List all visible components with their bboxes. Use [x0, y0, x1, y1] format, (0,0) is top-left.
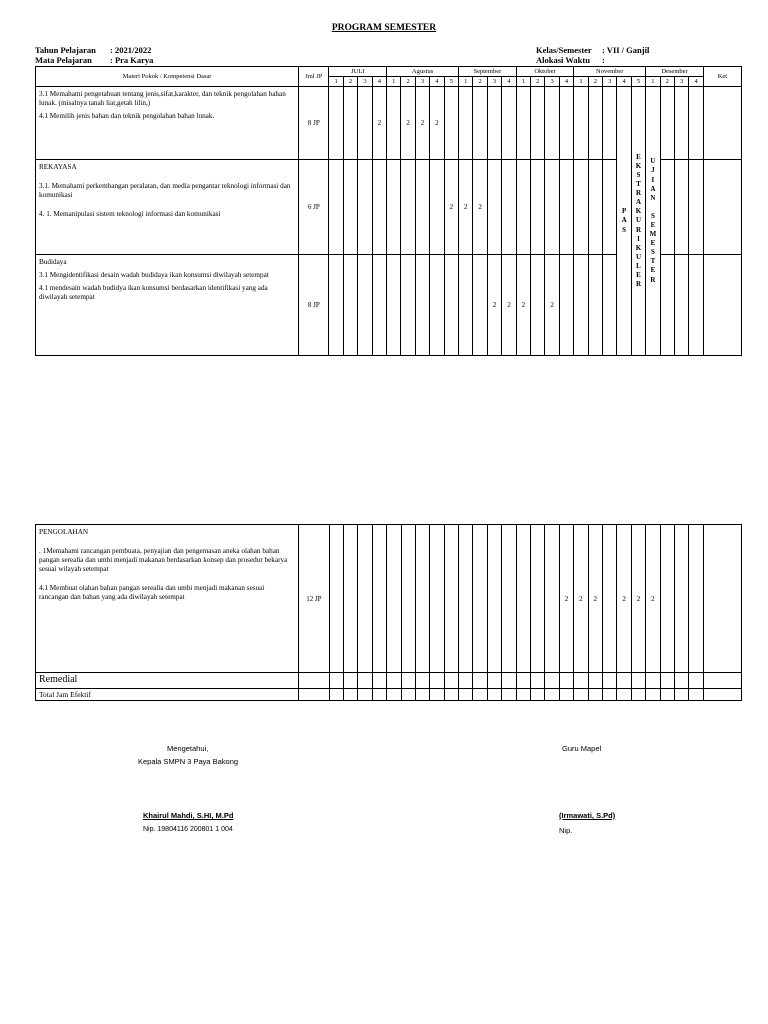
- program-table-continued: [35, 524, 742, 701]
- empty-cell: [602, 688, 616, 700]
- week-cell: [343, 525, 357, 673]
- empty-cell: [516, 673, 530, 689]
- empty-cell: [660, 673, 674, 689]
- materi-line: REKAYASA: [39, 163, 77, 171]
- week-cell: [674, 525, 688, 673]
- week-header: 2: [531, 77, 545, 87]
- week-cell: [531, 525, 545, 673]
- week-cell: 2: [430, 87, 444, 160]
- kepala-name: Khairul Mahdi, S.HI, M.Pd: [143, 811, 234, 820]
- materi-cell: [36, 160, 299, 255]
- col-jml-jp-header: Jml JP: [299, 67, 329, 87]
- week-cell: 2: [631, 525, 645, 673]
- week-header: 2: [660, 77, 674, 87]
- week-cell: 2: [545, 255, 559, 356]
- week-cell: [387, 87, 401, 160]
- ket-cell: [703, 87, 741, 160]
- week-cell: [459, 255, 473, 356]
- week-cell: 2: [459, 160, 473, 255]
- empty-cell: [401, 673, 415, 689]
- week-cell: [603, 87, 617, 160]
- empty-cell: [459, 688, 473, 700]
- week-cell: [516, 87, 530, 160]
- month-header: September: [459, 67, 517, 77]
- week-cell: [674, 160, 688, 255]
- empty-cell: [358, 673, 372, 689]
- week-cell: [502, 160, 516, 255]
- kepala-sekolah-label: Kepala SMPN 3 Paya Bakong: [138, 757, 239, 766]
- empty-cell: [415, 688, 429, 700]
- program-table: [35, 66, 742, 356]
- empty-cell: [559, 673, 573, 689]
- empty-cell: [343, 688, 357, 700]
- week-header: 1: [459, 77, 473, 87]
- guru-name: (Irmawati, S.Pd): [559, 811, 616, 820]
- empty-cell: [487, 688, 501, 700]
- week-header: 2: [473, 77, 487, 87]
- jp-cell: 8 JP: [299, 255, 329, 356]
- week-cell: [559, 255, 573, 356]
- week-cell: [343, 160, 357, 255]
- week-cell: [660, 525, 674, 673]
- materi-cell: [36, 525, 299, 673]
- week-header: 2: [401, 77, 415, 87]
- month-header: JULI: [329, 67, 387, 77]
- ket-cell: [703, 525, 741, 673]
- week-cell: [329, 255, 343, 356]
- week-cell: 2: [415, 87, 429, 160]
- empty-cell: [574, 688, 588, 700]
- alokasi-waktu: Alokasi Waktu :: [536, 55, 605, 65]
- empty-cell: [602, 673, 616, 689]
- empty-cell: [631, 673, 645, 689]
- empty-cell: [487, 673, 501, 689]
- week-cell: [415, 160, 429, 255]
- week-header: 3: [358, 77, 372, 87]
- week-header: 3: [545, 77, 559, 87]
- tahun-pelajaran: Tahun Pelajaran : 2021/2022: [35, 45, 152, 55]
- week-cell: [574, 255, 588, 356]
- week-cell: [603, 160, 617, 255]
- empty-cell: [415, 673, 429, 689]
- week-header: 2: [588, 77, 602, 87]
- week-header: 1: [646, 77, 660, 87]
- materi-line: . 1Memahami rancangan pembuata, penyajian dan pengemasan aneka olahan bahan pangan serealia dan umbi menjadi makanan berdasarkan konsep dan prosedur bekarya sesuai wilayah setempat: [39, 547, 288, 573]
- week-cell: 2: [646, 525, 660, 673]
- empty-cell: [531, 688, 545, 700]
- page-title: PROGRAM SEMESTER: [331, 23, 437, 33]
- week-cell: [603, 255, 617, 356]
- week-cell: [473, 525, 487, 673]
- week-cell: [444, 255, 458, 356]
- month-header: November: [574, 67, 646, 77]
- week-cell: [660, 87, 674, 160]
- empty-cell: [387, 673, 401, 689]
- week-header: 5: [444, 77, 458, 87]
- empty-cell: [646, 688, 660, 700]
- week-cell: [531, 255, 545, 356]
- week-cell: [358, 525, 372, 673]
- total-row-label: Total Jam Efektif: [36, 688, 299, 700]
- week-cell: 2: [574, 525, 588, 673]
- materi-line: 4.1 Membuat olahan bahan pangan serealia dan umbi menjadi makanan sesuai rancangan dan bahan yang ada diwilayah setempat: [39, 584, 265, 601]
- empty-cell: [430, 688, 444, 700]
- week-cell: [559, 87, 573, 160]
- week-header: 3: [674, 77, 688, 87]
- week-cell: 2: [516, 255, 530, 356]
- empty-cell: [502, 673, 516, 689]
- materi-cell: [36, 87, 299, 160]
- week-cell: [588, 87, 602, 160]
- empty-cell: [299, 688, 329, 700]
- week-cell: [329, 525, 343, 673]
- empty-cell: [473, 673, 487, 689]
- empty-cell: [299, 673, 329, 689]
- week-cell: [343, 255, 357, 356]
- week-cell: [502, 87, 516, 160]
- empty-cell: [502, 688, 516, 700]
- materi-line: 4.1 Memilih jenis bahan dan teknik pengolahan bahan lunak.: [39, 112, 215, 120]
- week-cell: 2: [444, 160, 458, 255]
- week-cell: [459, 87, 473, 160]
- week-cell: [487, 87, 501, 160]
- month-header: Desember: [646, 67, 704, 77]
- week-cell: [531, 87, 545, 160]
- week-cell: [387, 160, 401, 255]
- week-header: 1: [329, 77, 343, 87]
- ujian-semester-vertical-label: U J I A N S E M E S T E R: [646, 87, 660, 356]
- empty-cell: [401, 688, 415, 700]
- week-cell: [689, 255, 703, 356]
- week-cell: 2: [487, 255, 501, 356]
- mengetahui-label: Mengetahui,: [167, 744, 209, 753]
- guru-mapel-label: Guru Mapel: [562, 744, 602, 753]
- empty-cell: [545, 688, 559, 700]
- week-cell: [372, 160, 386, 255]
- col-ket-header: Ket: [703, 67, 741, 87]
- empty-cell: [459, 673, 473, 689]
- week-cell: 2: [617, 525, 631, 673]
- week-cell: [502, 525, 516, 673]
- col-materi-header: Materi Pokok / Kompetensi Dasar: [36, 67, 299, 87]
- week-cell: [487, 525, 501, 673]
- week-cell: [444, 525, 458, 673]
- empty-cell: [674, 673, 688, 689]
- week-cell: [401, 255, 415, 356]
- week-cell: [674, 255, 688, 356]
- empty-cell: [660, 688, 674, 700]
- empty-cell: [473, 688, 487, 700]
- materi-line: 3.1. Memahami perkembangan peralatan, dan media pengantar teknologi informasi dan komunikasi: [39, 182, 291, 199]
- week-cell: [387, 525, 401, 673]
- empty-cell: [531, 673, 545, 689]
- empty-cell: [444, 688, 458, 700]
- empty-cell: [703, 673, 741, 689]
- week-cell: 2: [401, 87, 415, 160]
- ekstrakurikuler-vertical-label: E K S T R A K U R I K U L E R: [631, 87, 645, 356]
- kelas-semester: Kelas/Semester : VII / Ganjil: [536, 45, 650, 55]
- week-cell: [358, 160, 372, 255]
- empty-cell: [689, 688, 703, 700]
- week-cell: [545, 160, 559, 255]
- week-cell: [574, 160, 588, 255]
- week-cell: [430, 525, 444, 673]
- empty-cell: [631, 688, 645, 700]
- week-header: 4: [430, 77, 444, 87]
- empty-cell: [516, 688, 530, 700]
- empty-cell: [329, 673, 343, 689]
- ket-cell: [703, 255, 741, 356]
- empty-cell: [559, 688, 573, 700]
- week-header: 1: [516, 77, 530, 87]
- empty-cell: [674, 688, 688, 700]
- empty-cell: [703, 688, 741, 700]
- week-header: 4: [559, 77, 573, 87]
- week-cell: 2: [372, 87, 386, 160]
- table-row: [36, 525, 742, 673]
- week-cell: [401, 525, 415, 673]
- pas-vertical-label: P A S: [617, 87, 631, 356]
- week-cell: [430, 160, 444, 255]
- week-cell: [473, 255, 487, 356]
- jp-cell: 8 JP: [299, 87, 329, 160]
- materi-line: Budidaya: [39, 258, 67, 266]
- guru-nip: Nip.: [559, 826, 573, 835]
- week-cell: [660, 255, 674, 356]
- week-cell: [689, 160, 703, 255]
- week-cell: 2: [502, 255, 516, 356]
- jp-cell: 12 JP: [299, 525, 329, 673]
- week-cell: [372, 255, 386, 356]
- week-cell: [531, 160, 545, 255]
- month-header: Oktober: [516, 67, 574, 77]
- empty-cell: [387, 688, 401, 700]
- jp-cell: 6 JP: [299, 160, 329, 255]
- week-cell: [444, 87, 458, 160]
- week-header: 4: [502, 77, 516, 87]
- week-header: 3: [487, 77, 501, 87]
- week-cell: [329, 160, 343, 255]
- materi-line: PENGOLAHAN: [39, 528, 89, 536]
- empty-cell: [646, 673, 660, 689]
- week-header: 4: [689, 77, 703, 87]
- remedial-row-label: Remedial: [36, 673, 299, 689]
- materi-line: 3.1 Mengidentifikasi desain wadah budidaya ikan konsumsi diwilayah setempat: [39, 271, 269, 279]
- week-cell: [387, 255, 401, 356]
- week-cell: [415, 255, 429, 356]
- week-header: 3: [415, 77, 429, 87]
- mata-pelajaran: Mata Pelajaran : Pra Karya: [35, 55, 154, 65]
- materi-line: 3.1 Memahami pengetahuan tentang jenis,sifat,karakter, dan teknik pengolahan bahan lunak. (misalnya tanah liat,getah lilin,): [39, 90, 286, 107]
- empty-cell: [329, 688, 343, 700]
- week-header: 1: [387, 77, 401, 87]
- total-row: [36, 688, 742, 700]
- week-cell: [430, 255, 444, 356]
- week-cell: [689, 525, 703, 673]
- empty-cell: [588, 688, 602, 700]
- week-header: 2: [343, 77, 357, 87]
- materi-cell: [36, 255, 299, 356]
- empty-cell: [343, 673, 357, 689]
- week-cell: [588, 160, 602, 255]
- ket-cell: [703, 160, 741, 255]
- week-cell: [358, 87, 372, 160]
- week-cell: [545, 87, 559, 160]
- week-cell: [516, 525, 530, 673]
- empty-cell: [444, 673, 458, 689]
- empty-cell: [430, 673, 444, 689]
- week-cell: [459, 525, 473, 673]
- week-cell: [343, 87, 357, 160]
- week-header: 1: [574, 77, 588, 87]
- empty-cell: [689, 673, 703, 689]
- week-cell: [487, 160, 501, 255]
- week-header: 4: [372, 77, 386, 87]
- week-cell: [602, 525, 616, 673]
- empty-cell: [588, 673, 602, 689]
- materi-line: 4.1 mendesain wadah budidya ikan konsumsi berdasarkan identifikasi yang ada diwilayah setempat: [39, 284, 268, 301]
- empty-cell: [372, 688, 386, 700]
- month-header: Agustus: [387, 67, 459, 77]
- empty-cell: [372, 673, 386, 689]
- week-cell: [660, 160, 674, 255]
- week-cell: [516, 160, 530, 255]
- empty-cell: [617, 673, 631, 689]
- week-cell: [559, 160, 573, 255]
- empty-cell: [358, 688, 372, 700]
- week-cell: [329, 87, 343, 160]
- week-cell: 2: [473, 160, 487, 255]
- materi-line: 4. 1. Memanipulasi sistem teknologi informasi dan komunikasi: [39, 210, 221, 218]
- week-cell: 2: [588, 525, 602, 673]
- week-cell: [545, 525, 559, 673]
- week-cell: [674, 87, 688, 160]
- week-cell: [372, 525, 386, 673]
- kepala-nip: Nip. 19804116 200801 1 004: [143, 826, 233, 833]
- week-header: 5: [631, 77, 645, 87]
- week-cell: [689, 87, 703, 160]
- empty-cell: [545, 673, 559, 689]
- week-cell: [588, 255, 602, 356]
- empty-cell: [617, 688, 631, 700]
- week-header: 4: [617, 77, 631, 87]
- week-cell: [473, 87, 487, 160]
- remedial-row: [36, 673, 742, 689]
- week-cell: [574, 87, 588, 160]
- week-cell: [415, 525, 429, 673]
- week-cell: [401, 160, 415, 255]
- week-header: 3: [603, 77, 617, 87]
- week-cell: 2: [559, 525, 573, 673]
- table-row: [36, 87, 742, 160]
- empty-cell: [574, 673, 588, 689]
- week-cell: [358, 255, 372, 356]
